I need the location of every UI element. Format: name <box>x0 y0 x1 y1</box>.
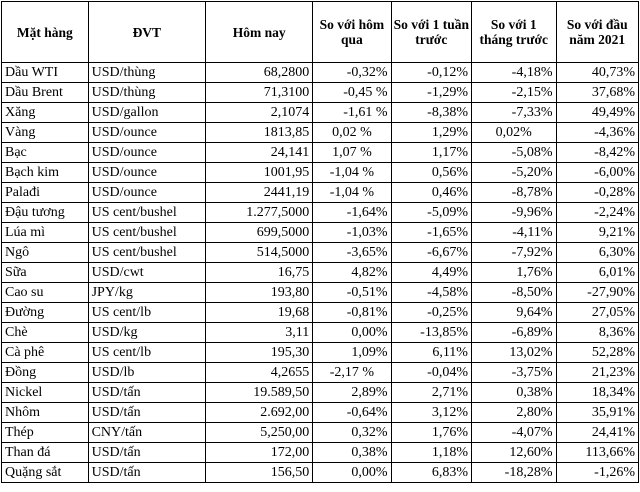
cell-today: 156,50 <box>206 463 313 483</box>
cell-item: Cao su <box>2 283 89 303</box>
cell-vs-week: -0,25% <box>391 303 471 323</box>
cell-vs-week: -1,29% <box>391 83 471 103</box>
cell-today: 16,75 <box>206 263 313 283</box>
cell-unit: USD/kg <box>88 323 206 343</box>
cell-unit: USD/ounce <box>88 143 206 163</box>
cell-vs-day: 0,00% <box>313 463 391 483</box>
table-row <box>2 123 639 143</box>
table-row <box>2 223 639 243</box>
cell-vs-month: -18,28% <box>471 463 556 483</box>
cell-vs-month: 2,80% <box>471 403 556 423</box>
table-row <box>2 443 639 463</box>
cell-vs-ytd: -8,42% <box>556 143 639 163</box>
cell-vs-ytd: 40,73% <box>556 63 639 83</box>
cell-vs-ytd: 21,23% <box>556 363 639 383</box>
cell-unit: USD/thùng <box>88 83 206 103</box>
cell-item: Đồng <box>2 363 89 383</box>
cell-unit: US cent/bushel <box>88 203 206 223</box>
table-body <box>2 63 639 483</box>
cell-vs-ytd: 52,28% <box>556 343 639 363</box>
cell-vs-month: -4,07% <box>471 423 556 443</box>
cell-vs-month: 12,60% <box>471 443 556 463</box>
cell-vs-week: -8,38% <box>391 103 471 123</box>
header-today: Hôm nay <box>206 2 313 63</box>
cell-vs-month: -9,96% <box>471 203 556 223</box>
cell-today: 2.692,00 <box>206 403 313 423</box>
table-row <box>2 83 639 103</box>
cell-today: 1.277,5000 <box>206 203 313 223</box>
cell-vs-week: 4,49% <box>391 263 471 283</box>
cell-today: 514,5000 <box>206 243 313 263</box>
cell-item: Bạch kim <box>2 163 89 183</box>
cell-today: 19,68 <box>206 303 313 323</box>
table-row <box>2 143 639 163</box>
cell-vs-week: -13,85% <box>391 323 471 343</box>
cell-vs-week: 3,12% <box>391 403 471 423</box>
cell-unit: USD/tấn <box>88 443 206 463</box>
cell-today: 2441,19 <box>206 183 313 203</box>
table-row <box>2 263 639 283</box>
cell-vs-month: -2,15% <box>471 83 556 103</box>
cell-item: Đậu tương <box>2 203 89 223</box>
cell-vs-ytd: -4,36% <box>556 123 639 143</box>
cell-today: 19.589,50 <box>206 383 313 403</box>
cell-vs-week: 1,17% <box>391 143 471 163</box>
cell-vs-month: 9,64% <box>471 303 556 323</box>
cell-vs-day: -0,64% <box>313 403 391 423</box>
cell-unit: USD/thùng <box>88 63 206 83</box>
cell-vs-ytd: 8,36% <box>556 323 639 343</box>
table-row <box>2 403 639 423</box>
cell-vs-ytd: 18,34% <box>556 383 639 403</box>
header-row <box>2 2 639 63</box>
cell-vs-ytd: 6,30% <box>556 243 639 263</box>
cell-vs-day: -0,81% <box>313 303 391 323</box>
cell-vs-day: -0,51% <box>313 283 391 303</box>
cell-vs-week: 0,46% <box>391 183 471 203</box>
cell-item: Dầu Brent <box>2 83 89 103</box>
cell-today: 3,11 <box>206 323 313 343</box>
table-row <box>2 423 639 443</box>
cell-vs-day: -3,65% <box>313 243 391 263</box>
cell-item: Palađi <box>2 183 89 203</box>
cell-item: Dầu WTI <box>2 63 89 83</box>
cell-unit: USD/tấn <box>88 463 206 483</box>
cell-vs-month: -4,18% <box>471 63 556 83</box>
header-vs-ytd: So với đầu năm 2021 <box>556 2 639 63</box>
cell-vs-month: -7,92% <box>471 243 556 263</box>
cell-today: 71,3100 <box>206 83 313 103</box>
cell-vs-month: 13,02% <box>471 343 556 363</box>
cell-vs-day: 0,00% <box>313 323 391 343</box>
cell-vs-week: 1,18% <box>391 443 471 463</box>
commodity-price-table <box>1 1 639 483</box>
cell-vs-month: -8,50% <box>471 283 556 303</box>
header-item: Mặt hàng <box>2 2 89 63</box>
cell-unit: USD/gallon <box>88 103 206 123</box>
cell-vs-month: 0,38% <box>471 383 556 403</box>
header-vs-week: So với 1 tuần trước <box>391 2 471 63</box>
cell-vs-month: -7,33% <box>471 103 556 123</box>
cell-today: 1813,85 <box>206 123 313 143</box>
cell-vs-day: 0,32% <box>313 423 391 443</box>
cell-vs-week: -6,67% <box>391 243 471 263</box>
cell-today: 172,00 <box>206 443 313 463</box>
cell-vs-month: -5,08% <box>471 143 556 163</box>
cell-item: Nhôm <box>2 403 89 423</box>
cell-vs-ytd: -1,26% <box>556 463 639 483</box>
cell-vs-month: -4,11% <box>471 223 556 243</box>
cell-vs-week: 6,11% <box>391 343 471 363</box>
cell-vs-day: -1,61 % <box>313 103 391 123</box>
table-row <box>2 183 639 203</box>
header-unit: ĐVT <box>88 2 206 63</box>
cell-item: Than đá <box>2 443 89 463</box>
cell-vs-day: -1,64% <box>313 203 391 223</box>
cell-vs-day: -0,45 % <box>313 83 391 103</box>
cell-today: 24,141 <box>206 143 313 163</box>
cell-vs-ytd: -27,90% <box>556 283 639 303</box>
table-row <box>2 383 639 403</box>
cell-unit: USD/lb <box>88 363 206 383</box>
table-row <box>2 463 639 483</box>
cell-vs-day: -0,32% <box>313 63 391 83</box>
cell-vs-day: 4,82% <box>313 263 391 283</box>
cell-today: 2,1074 <box>206 103 313 123</box>
cell-item: Thép <box>2 423 89 443</box>
cell-item: Quặng sắt <box>2 463 89 483</box>
cell-vs-ytd: 9,21% <box>556 223 639 243</box>
table-row <box>2 163 639 183</box>
cell-item: Ngô <box>2 243 89 263</box>
cell-vs-ytd: 27,05% <box>556 303 639 323</box>
cell-vs-ytd: 113,66% <box>556 443 639 463</box>
cell-item: Chè <box>2 323 89 343</box>
cell-vs-month: -3,75% <box>471 363 556 383</box>
cell-today: 193,80 <box>206 283 313 303</box>
cell-unit: USD/tấn <box>88 403 206 423</box>
cell-unit: USD/cwt <box>88 263 206 283</box>
table-row <box>2 323 639 343</box>
cell-item: Nickel <box>2 383 89 403</box>
cell-today: 4,2655 <box>206 363 313 383</box>
cell-vs-ytd: 24,41% <box>556 423 639 443</box>
cell-vs-day: 1,07 % <box>313 143 391 163</box>
cell-unit: CNY/tấn <box>88 423 206 443</box>
cell-today: 699,5000 <box>206 223 313 243</box>
cell-vs-week: 6,83% <box>391 463 471 483</box>
cell-unit: USD/ounce <box>88 163 206 183</box>
cell-today: 5,250,00 <box>206 423 313 443</box>
cell-item: Xăng <box>2 103 89 123</box>
cell-unit: US cent/bushel <box>88 243 206 263</box>
table-row <box>2 203 639 223</box>
table-row <box>2 363 639 383</box>
table-row <box>2 103 639 123</box>
table-row <box>2 283 639 303</box>
cell-unit: USD/ounce <box>88 183 206 203</box>
cell-unit: USD/tấn <box>88 383 206 403</box>
cell-vs-day: -2,17 % <box>313 363 391 383</box>
cell-today: 1001,95 <box>206 163 313 183</box>
cell-item: Sữa <box>2 263 89 283</box>
cell-unit: US cent/bushel <box>88 223 206 243</box>
cell-vs-ytd: 6,01% <box>556 263 639 283</box>
cell-item: Lúa mì <box>2 223 89 243</box>
cell-today: 195,30 <box>206 343 313 363</box>
cell-vs-month: 1,76% <box>471 263 556 283</box>
cell-vs-week: -1,65% <box>391 223 471 243</box>
cell-vs-month: -5,20% <box>471 163 556 183</box>
cell-unit: US cent/lb <box>88 343 206 363</box>
table-row <box>2 343 639 363</box>
table-row <box>2 303 639 323</box>
cell-vs-day: 1,09% <box>313 343 391 363</box>
cell-vs-week: 1,29% <box>391 123 471 143</box>
cell-unit: JPY/kg <box>88 283 206 303</box>
cell-vs-week: 2,71% <box>391 383 471 403</box>
cell-item: Cà phê <box>2 343 89 363</box>
cell-vs-day: -1,03% <box>313 223 391 243</box>
cell-vs-day: 0,38% <box>313 443 391 463</box>
cell-vs-week: -4,58% <box>391 283 471 303</box>
cell-vs-ytd: -0,28% <box>556 183 639 203</box>
table-row <box>2 63 639 83</box>
cell-item: Đường <box>2 303 89 323</box>
cell-vs-day: -1,04 % <box>313 163 391 183</box>
cell-vs-month: -8,78% <box>471 183 556 203</box>
cell-vs-ytd: 49,49% <box>556 103 639 123</box>
cell-vs-week: -5,09% <box>391 203 471 223</box>
cell-vs-day: -1,04 % <box>313 183 391 203</box>
cell-vs-week: -0,12% <box>391 63 471 83</box>
cell-unit: US cent/lb <box>88 303 206 323</box>
cell-vs-day: 2,89% <box>313 383 391 403</box>
cell-vs-week: 0,56% <box>391 163 471 183</box>
cell-unit: USD/ounce <box>88 123 206 143</box>
cell-vs-ytd: 35,91% <box>556 403 639 423</box>
cell-vs-day: 0,02 % <box>313 123 391 143</box>
table-row <box>2 243 639 263</box>
cell-item: Bạc <box>2 143 89 163</box>
cell-vs-ytd: -2,24% <box>556 203 639 223</box>
cell-vs-week: -0,04% <box>391 363 471 383</box>
cell-vs-month: -6,89% <box>471 323 556 343</box>
cell-item: Vàng <box>2 123 89 143</box>
cell-vs-week: 1,76% <box>391 423 471 443</box>
cell-vs-ytd: -6,00% <box>556 163 639 183</box>
cell-vs-ytd: 37,68% <box>556 83 639 103</box>
header-vs-month: So với 1 tháng trước <box>471 2 556 63</box>
cell-today: 68,2800 <box>206 63 313 83</box>
header-vs-day: So với hôm qua <box>313 2 391 63</box>
cell-vs-month: 0,02% <box>471 123 556 143</box>
